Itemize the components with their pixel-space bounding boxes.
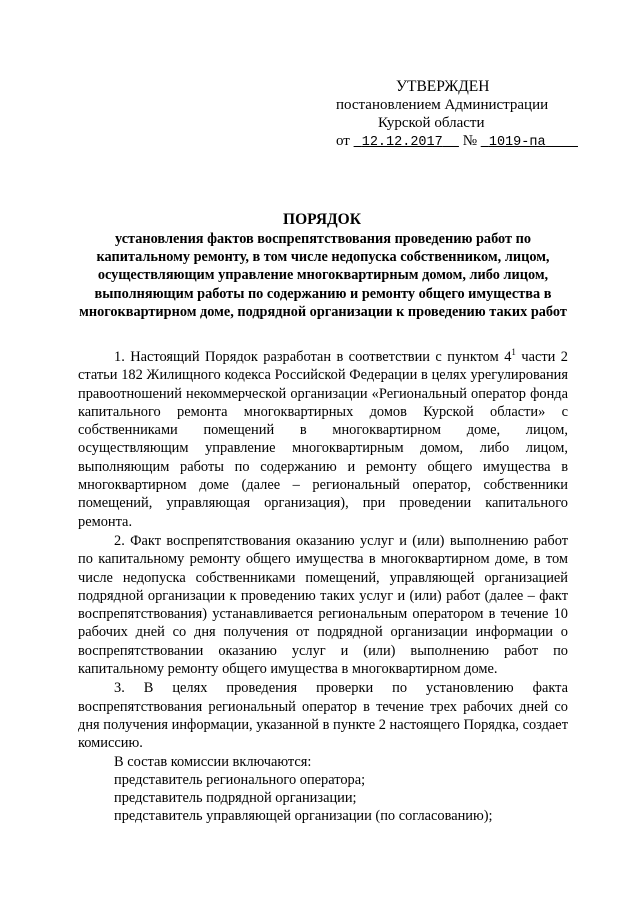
approval-title: УТВЕРЖДЕН (396, 78, 490, 95)
approval-line-2: Курской области (378, 115, 485, 131)
document-body (78, 348, 568, 826)
commission-item-3: представитель управляющей организации (по согласованию); (114, 808, 493, 825)
approval-block (336, 78, 576, 152)
paragraph-1-superscript: 1 (511, 347, 516, 357)
date-prefix: от (336, 133, 350, 149)
approval-date: 12.12.2017 (361, 135, 443, 150)
commission-intro: В состав комиссии включаются: (114, 753, 312, 770)
number-prefix: № (462, 133, 477, 149)
commission-item-2: представитель подрядной организации; (114, 790, 357, 807)
approval-date-row (336, 132, 576, 152)
document-subtitle: установления фактов воспрепятствования проведению работ по капитальному ремонту, в том числе недопуска собственником, лицом, осуществляющим управление многоквартирным домом, либо лицом, выполняющим работы по содержанию и ремонту общего имущества в многоквартирном доме, подрядной организации к проведению таких работ (79, 231, 567, 320)
approval-line-1: постановлением Администрации (336, 97, 549, 113)
paragraph-2: 2. Факт воспрепятствования оказанию услуг и (или) выполнению работ по капитальному ремонту общего имущества в многоквартирном доме, в том числе недопуска собственниками помещений, управляющей организацией подрядной организации к проведению таких услуг и (или) работ (далее – факт воспрепятствования) устанавливается региональным оператором в течение 10 рабочих дней со дня получения от подрядной организации информации о воспрепятствовании оказанию услуг и (или) выполнению работ по капитальному ремонту общего имущества в многоквартирном доме. (78, 532, 568, 678)
paragraph-1: 1. Настоящий Порядок разработан в соответствии с пунктом $4^1$ части 2 статьи 182 Жилищного кодекса Российской Федерации в целях урегулирования правоотношений некоммерческой организации «Региональный оператор фонда капитального ремонта многоквартирных домов Курской области» с собственниками помещений в многоквартирном доме, лицом, осуществляющим управление многоквартирным домом, либо лицом, выполняющим работы по содержанию и ремонту общего имущества в многоквартирном доме (далее – региональный оператор, собственники помещений, управляющая организация), при проведении капитального ремонта. (78, 347, 568, 530)
document-title: ПОРЯДОК (283, 211, 361, 228)
paragraph-3: 3. В целях проведения проверки по установлению факта воспрепятствования региональный оператор в течение трех рабочих дней со дня получения информации, указанной в пункте 2 настоящего Порядка, создает комиссию. (78, 680, 568, 752)
approval-number: 1019-па (488, 135, 546, 150)
commission-item-1: представитель регионального оператора; (114, 771, 366, 788)
